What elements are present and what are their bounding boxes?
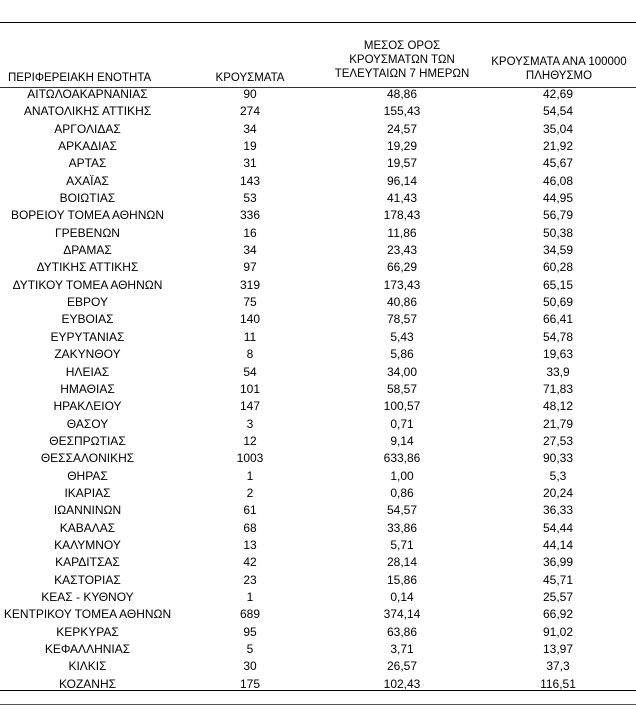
- cell-region: ΚΕΑΣ - ΚΥΘΝΟΥ: [41, 589, 134, 604]
- cell-avg-7-days: 66,29: [386, 260, 418, 275]
- cell-per-100k: 45,67: [542, 156, 574, 171]
- cell-per-100k: 35,04: [542, 121, 574, 136]
- cell-per-100k: 42,69: [542, 87, 574, 101]
- cell-avg-7-days: 96,14: [386, 173, 418, 188]
- table-row: [0, 485, 636, 502]
- header-per-100k: [478, 55, 636, 83]
- table-row: [0, 468, 636, 485]
- cell-avg-7-days: 15,86: [386, 572, 418, 587]
- cell-per-100k: 20,24: [542, 485, 574, 500]
- cell-cases: 3: [246, 416, 254, 431]
- cell-cases: 175: [239, 676, 261, 691]
- cell-cases: 90: [243, 87, 257, 101]
- cell-region: ΘΑΣΟΥ: [66, 416, 109, 431]
- cell-avg-7-days: 1,00: [390, 468, 414, 483]
- cell-region: ΓΡΕΒΕΝΩΝ: [55, 225, 120, 240]
- cell-avg-7-days: 34,00: [386, 364, 418, 379]
- cell-per-100k: 36,99: [542, 555, 574, 570]
- cell-per-100k: 13,97: [542, 642, 574, 656]
- bottom-rule: [0, 690, 636, 691]
- cell-region: ΕΥΡΥΤΑΝΙΑΣ: [50, 329, 125, 344]
- cell-cases: 19: [243, 139, 257, 154]
- cell-per-100k: 34,59: [542, 243, 574, 258]
- cell-avg-7-days: 54,57: [386, 503, 418, 518]
- cell-cases: 1003: [236, 451, 264, 466]
- table-row: [0, 121, 636, 138]
- table-row: [0, 537, 636, 554]
- cell-region: ΑΡΚΑΔΙΑΣ: [58, 139, 117, 154]
- cell-per-100k: 19,63: [542, 347, 574, 362]
- cell-per-100k: 45,71: [542, 572, 574, 587]
- cell-region: ΑΙΤΩΛΟΑΚΑΡΝΑΝΙΑΣ: [27, 87, 148, 101]
- cell-avg-7-days: 155,43: [383, 104, 421, 119]
- table-row: [0, 416, 636, 433]
- table-row: [0, 242, 636, 259]
- cell-region: ΘΗΡΑΣ: [67, 468, 108, 483]
- table-row: [0, 606, 636, 623]
- header-avg-line3: ΤΕΛΕΥΤΑΙΩΝ 7 ΗΜΕΡΩΝ: [334, 68, 470, 80]
- header-region: ΠΕΡΙΦΕΡΕΙΑΚΗ ΕΝΟΤΗΤΑ: [8, 72, 152, 84]
- table-row: [0, 259, 636, 276]
- cell-avg-7-days: 26,57: [386, 659, 418, 674]
- cell-cases: 75: [243, 295, 257, 310]
- cell-per-100k: 33,9: [546, 364, 570, 379]
- cell-cases: 95: [243, 624, 257, 639]
- cell-per-100k: 90,33: [542, 451, 574, 466]
- cell-region: ΗΡΑΚΛΕΙΟΥ: [53, 399, 122, 414]
- header-avg-line2: ΚΡΟΥΣΜΑΤΩΝ ΤΩΝ: [349, 54, 455, 66]
- cell-per-100k: 116,51: [540, 676, 576, 691]
- cell-avg-7-days: 63,86: [386, 624, 418, 639]
- cell-region: ΚΑΣΤΟΡΙΑΣ: [54, 572, 121, 587]
- table-row: [0, 433, 636, 450]
- cell-avg-7-days: 23,43: [386, 243, 418, 258]
- table-row: [0, 658, 636, 675]
- page-edge-rule: [0, 704, 636, 705]
- cell-per-100k: 50,38: [542, 225, 574, 240]
- cell-cases: 319: [239, 277, 261, 292]
- table-row: [0, 398, 636, 415]
- cell-avg-7-days: 3,71: [390, 642, 414, 656]
- cell-avg-7-days: 33,86: [386, 520, 418, 535]
- cell-per-100k: 48,12: [542, 399, 574, 414]
- cell-cases: 140: [239, 312, 261, 327]
- cell-per-100k: 56,79: [542, 208, 574, 223]
- cell-region: ΘΕΣΠΡΩΤΙΑΣ: [49, 433, 126, 448]
- table-row: [0, 86, 636, 103]
- table-row: [0, 502, 636, 519]
- cell-cases: 53: [243, 191, 257, 206]
- table-row: [0, 520, 636, 537]
- cell-cases: 97: [243, 260, 257, 275]
- cell-avg-7-days: 9,14: [390, 433, 414, 448]
- cell-region: ΔΥΤΙΚΗΣ ΑΤΤΙΚΗΣ: [36, 260, 139, 275]
- table-row: [0, 364, 636, 381]
- cell-region: ΒΟΙΩΤΙΑΣ: [59, 191, 116, 206]
- cell-avg-7-days: 24,57: [386, 121, 418, 136]
- cell-region: ΕΥΒΟΙΑΣ: [61, 312, 114, 327]
- table-row: [0, 173, 636, 190]
- cell-avg-7-days: 0,71: [390, 416, 414, 431]
- cell-cases: 68: [243, 520, 257, 535]
- cell-cases: 13: [243, 537, 257, 552]
- cell-avg-7-days: 178,43: [383, 208, 421, 223]
- table-row: [0, 155, 636, 172]
- cell-cases: 30: [243, 659, 257, 674]
- cell-cases: 101: [239, 381, 261, 396]
- cell-cases: 1: [246, 468, 254, 483]
- cell-per-100k: 37,3: [546, 659, 570, 674]
- header-avg-line1: ΜΕΣΟΣ ΟΡΟΣ: [363, 40, 441, 52]
- table-row: [0, 346, 636, 363]
- cell-per-100k: 21,92: [542, 139, 574, 154]
- cell-cases: 143: [239, 173, 261, 188]
- cell-cases: 336: [239, 208, 261, 223]
- cell-cases: 23: [243, 572, 257, 587]
- table-row: [0, 641, 636, 658]
- cell-region: ΑΧΑΪΑΣ: [66, 173, 109, 188]
- cell-per-100k: 66,41: [542, 312, 574, 327]
- cell-avg-7-days: 58,57: [386, 381, 418, 396]
- cell-region: ΚΑΒΑΛΑΣ: [59, 520, 116, 535]
- cell-cases: 34: [243, 243, 257, 258]
- cell-avg-7-days: 5,86: [390, 347, 414, 362]
- cell-per-100k: 5,3: [549, 468, 567, 483]
- cell-region: ΚΙΛΚΙΣ: [68, 659, 107, 674]
- cell-per-100k: 36,33: [542, 503, 574, 518]
- cell-cases: 274: [239, 104, 261, 119]
- table-row: [0, 624, 636, 641]
- header-cases: ΚΡΟΥΣΜΑΤΑ: [215, 72, 285, 84]
- cell-region: ΑΝΑΤΟΛΙΚΗΣ ΑΤΤΙΚΗΣ: [23, 104, 152, 119]
- header-avg-7-days: [322, 39, 482, 81]
- cell-avg-7-days: 5,71: [390, 537, 414, 552]
- cell-per-100k: 66,92: [542, 607, 574, 622]
- table-row: [0, 138, 636, 155]
- cell-avg-7-days: 11,86: [387, 225, 417, 240]
- cell-region: ΚΕΡΚΥΡΑΣ: [56, 624, 119, 639]
- cell-region: ΚΕΝΤΡΙΚΟΥ ΤΟΜΕΑ ΑΘΗΝΩΝ: [3, 607, 172, 622]
- cell-region: ΑΡΓΟΛΙΔΑΣ: [54, 121, 121, 136]
- cell-region: ΖΑΚΥΝΘΟΥ: [54, 347, 121, 362]
- table-row: [0, 572, 636, 589]
- table-body: [0, 86, 636, 693]
- cell-per-100k: 44,95: [542, 191, 574, 206]
- cell-cases: 54: [243, 364, 257, 379]
- cell-cases: 8: [246, 347, 254, 362]
- cell-region: ΙΩΑΝΝΙΝΩΝ: [53, 503, 122, 518]
- cell-avg-7-days: 48,86: [386, 87, 418, 101]
- cell-avg-7-days: 0,86: [390, 485, 414, 500]
- table-row: [0, 207, 636, 224]
- table-row: [0, 225, 636, 242]
- cell-region: ΕΒΡΟΥ: [67, 295, 108, 310]
- cell-per-100k: 54,44: [542, 520, 574, 535]
- cell-per-100k: 50,69: [542, 295, 574, 310]
- cell-region: ΔΥΤΙΚΟΥ ΤΟΜΕΑ ΑΘΗΝΩΝ: [12, 277, 163, 292]
- cell-avg-7-days: 5,43: [390, 329, 414, 344]
- cell-cases: 12: [243, 433, 257, 448]
- cell-avg-7-days: 100,57: [383, 399, 421, 414]
- table-row: [0, 294, 636, 311]
- cell-avg-7-days: 78,57: [386, 312, 418, 327]
- cell-region: ΚΟΖΑΝΗΣ: [58, 676, 117, 691]
- cell-avg-7-days: 19,57: [386, 156, 418, 171]
- cell-region: ΔΡΑΜΑΣ: [63, 243, 112, 258]
- cell-per-100k: 44,14: [542, 537, 574, 552]
- cell-region: ΗΜΑΘΙΑΣ: [60, 381, 115, 396]
- cell-cases: 2: [246, 485, 254, 500]
- cell-cases: 11: [243, 329, 257, 344]
- table-row: [0, 190, 636, 207]
- cell-region: ΘΕΣΣΑΛΟΝΙΚΗΣ: [40, 451, 135, 466]
- cell-avg-7-days: 633,86: [383, 451, 421, 466]
- table-row: [0, 103, 636, 120]
- cell-region: ΗΛΕΙΑΣ: [65, 364, 110, 379]
- top-rule: [0, 22, 636, 23]
- cell-avg-7-days: 374,14: [383, 607, 421, 622]
- cell-avg-7-days: 0,14: [390, 589, 414, 604]
- table-row: [0, 277, 636, 294]
- cell-per-100k: 65,15: [542, 277, 574, 292]
- table-row: [0, 311, 636, 328]
- table-row: [0, 329, 636, 346]
- cell-cases: 147: [239, 399, 261, 414]
- cell-region: ΙΚΑΡΙΑΣ: [64, 485, 111, 500]
- header-per100k-line2: ΠΛΗΘΥΣΜΟ: [525, 70, 593, 82]
- cell-per-100k: 54,78: [542, 329, 574, 344]
- cell-cases: 1: [246, 589, 254, 604]
- cell-per-100k: 60,28: [542, 260, 574, 275]
- cell-region: ΚΑΡΔΙΤΣΑΣ: [55, 555, 120, 570]
- cell-avg-7-days: 102,43: [383, 676, 421, 691]
- cell-avg-7-days: 173,43: [383, 277, 421, 292]
- cell-cases: 5: [246, 642, 254, 656]
- cell-cases: 31: [243, 156, 257, 171]
- cell-per-100k: 21,79: [542, 416, 574, 431]
- cell-cases: 42: [243, 555, 257, 570]
- cell-avg-7-days: 28,14: [386, 555, 418, 570]
- table-row: [0, 589, 636, 606]
- cell-per-100k: 54,54: [542, 104, 574, 119]
- cell-avg-7-days: 19,29: [386, 139, 418, 154]
- cell-region: ΚΑΛΥΜΝΟΥ: [54, 537, 121, 552]
- cell-cases: 34: [243, 121, 257, 136]
- table-row: [0, 450, 636, 467]
- cell-per-100k: 27,53: [542, 433, 574, 448]
- cell-per-100k: 71,83: [542, 381, 574, 396]
- cell-per-100k: 46,08: [542, 173, 574, 188]
- table-row: [0, 554, 636, 571]
- cell-cases: 16: [243, 225, 257, 240]
- cell-per-100k: 91,02: [542, 624, 574, 639]
- table-row: [0, 381, 636, 398]
- cell-cases: 61: [243, 503, 257, 518]
- cell-region: ΚΕΦΑΛΛΗΝΙΑΣ: [44, 642, 131, 656]
- cell-per-100k: 25,57: [542, 589, 574, 604]
- cell-avg-7-days: 40,86: [386, 295, 418, 310]
- cell-cases: 689: [239, 607, 261, 622]
- cell-region: ΒΟΡΕΙΟΥ ΤΟΜΕΑ ΑΘΗΝΩΝ: [10, 208, 165, 223]
- header-per100k-line1: ΚΡΟΥΣΜΑΤΑ ΑΝΑ 100000: [491, 56, 627, 68]
- cell-avg-7-days: 41,43: [386, 191, 418, 206]
- cell-region: ΑΡΤΑΣ: [68, 156, 107, 171]
